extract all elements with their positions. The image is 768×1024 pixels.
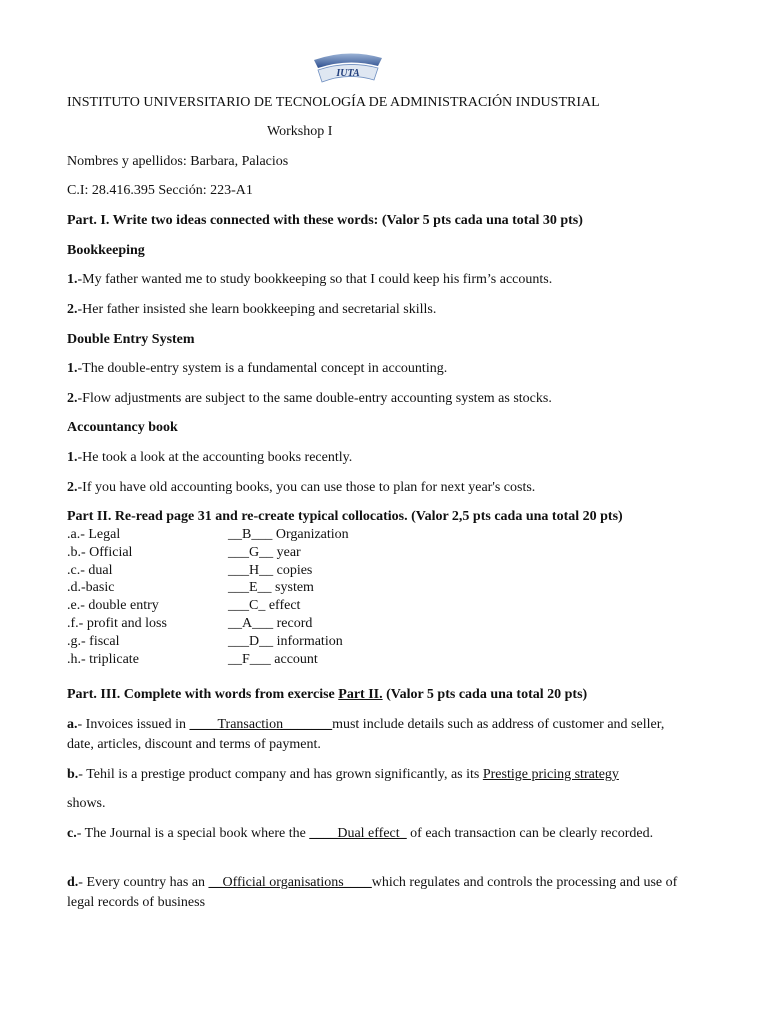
collocation-answer: __A___ record xyxy=(228,616,313,631)
collocation-term: .c.- dual xyxy=(67,563,113,578)
item-text: -The double-entry system is a fundamental concept in accounting. xyxy=(77,361,448,376)
institution-name: INSTITUTO UNIVERSITARIO DE TECNOLOGÍA DE ADMINISTRACIÓN INDUSTRIAL xyxy=(67,95,600,110)
item-number: 2. xyxy=(67,480,78,495)
collocation-answer: ___C_ effect xyxy=(228,598,301,613)
item-pre: - Tehil is a prestige product company and has grown significantly, as its xyxy=(78,767,483,782)
collocation-answer: ___D__ information xyxy=(228,634,343,649)
collocation-term: .e.- double entry xyxy=(67,598,159,613)
group-title: Double Entry System xyxy=(67,332,195,347)
item-pre: - Every country has an xyxy=(78,875,209,890)
item-label: c. xyxy=(67,826,77,841)
collocation-answer: __B___ Organization xyxy=(228,527,349,542)
student-name: Nombres y apellidos: Barbara, Palacios xyxy=(67,154,289,169)
item-text: -He took a look at the accounting books recently. xyxy=(77,450,353,465)
item-answer: Prestige pricing strategy xyxy=(482,767,619,782)
logo-text: IUTA xyxy=(336,68,360,79)
part1-heading: Part. I. Write two ideas connected with these words: (Valor 5 pts cada una total 30 pts) xyxy=(67,213,583,228)
group-title: Accountancy book xyxy=(67,420,178,435)
collocation-answer: ___E__ system xyxy=(228,580,314,595)
collocation-answer: ___G__ year xyxy=(228,545,301,560)
item-answer: __Official organisations____ xyxy=(208,875,372,890)
iuta-logo xyxy=(312,50,384,86)
item-text: -If you have old accounting books, you can use those to plan for next year's costs. xyxy=(77,480,536,495)
item-label: d. xyxy=(67,875,79,890)
item-post: which regulates and controls the processing and use of legal records of business xyxy=(67,875,678,910)
completion-item xyxy=(67,765,692,785)
item-text: -Her father insisted she learn bookkeeping and secretarial skills. xyxy=(77,302,437,317)
collocation-term: .g.- fiscal xyxy=(67,634,120,649)
part3-heading-ref: Part II. xyxy=(338,687,383,702)
item-answer: ____Dual effect_ xyxy=(309,826,407,841)
item-number: 2. xyxy=(67,302,78,317)
item-answer: ____Transaction_______ xyxy=(189,717,333,732)
list-item xyxy=(67,271,552,289)
part3-heading xyxy=(67,686,587,704)
item-text: -My father wanted me to study bookkeeping so that I could keep his firm’s accounts. xyxy=(77,272,553,287)
item-number: 1. xyxy=(67,450,78,465)
item-number: 1. xyxy=(67,272,78,287)
completion-item xyxy=(67,824,692,844)
collocation-term: .a.- Legal xyxy=(67,527,121,542)
collocation-term: .f.- profit and loss xyxy=(67,616,167,631)
item-pre: - The Journal is a special book where the xyxy=(76,826,310,841)
part3-heading-start: Part. III. Complete with words from exercise xyxy=(67,687,339,702)
item-label: b. xyxy=(67,767,79,782)
collocation-answer: ___H__ copies xyxy=(228,563,313,578)
collocation-term: .d.-basic xyxy=(67,580,115,595)
part2-heading xyxy=(67,508,623,526)
collocation-term: .b.- Official xyxy=(67,545,133,560)
item-continuation: shows. xyxy=(67,796,106,811)
completion-item xyxy=(67,873,692,913)
list-item xyxy=(67,479,535,497)
collocation-answer: __F___ account xyxy=(228,652,318,667)
item-number: 1. xyxy=(67,361,78,376)
part3-heading-points: (Valor 5 pts cada una total 20 pts) xyxy=(382,687,588,702)
list-item xyxy=(67,390,552,408)
group-title: Bookkeeping xyxy=(67,243,145,258)
item-post: of each transaction can be clearly recorded. xyxy=(406,826,654,841)
part2-heading-points: . (Valor 2,5 pts cada una total 20 pts) xyxy=(404,509,623,524)
item-pre: - Invoices issued in xyxy=(77,717,190,732)
part2-heading-main: Part II. Re-read page 31 and re-create typical collocatios xyxy=(67,509,405,524)
item-text: -Flow adjustments are subject to the same double-entry accounting system as stocks. xyxy=(77,391,552,406)
list-item xyxy=(67,301,436,319)
list-item xyxy=(67,449,352,467)
item-label: a. xyxy=(67,717,78,732)
item-post: must include details such as address of customer and seller, date, articles, discount and terms of payment. xyxy=(67,717,665,752)
item-number: 2. xyxy=(67,391,78,406)
page-title: Workshop I xyxy=(267,124,333,139)
completion-item xyxy=(67,715,692,755)
list-item xyxy=(67,360,447,378)
student-id: C.I: 28.416.395 Sección: 223-A1 xyxy=(67,183,253,198)
collocation-term: .h.- triplicate xyxy=(67,652,139,667)
